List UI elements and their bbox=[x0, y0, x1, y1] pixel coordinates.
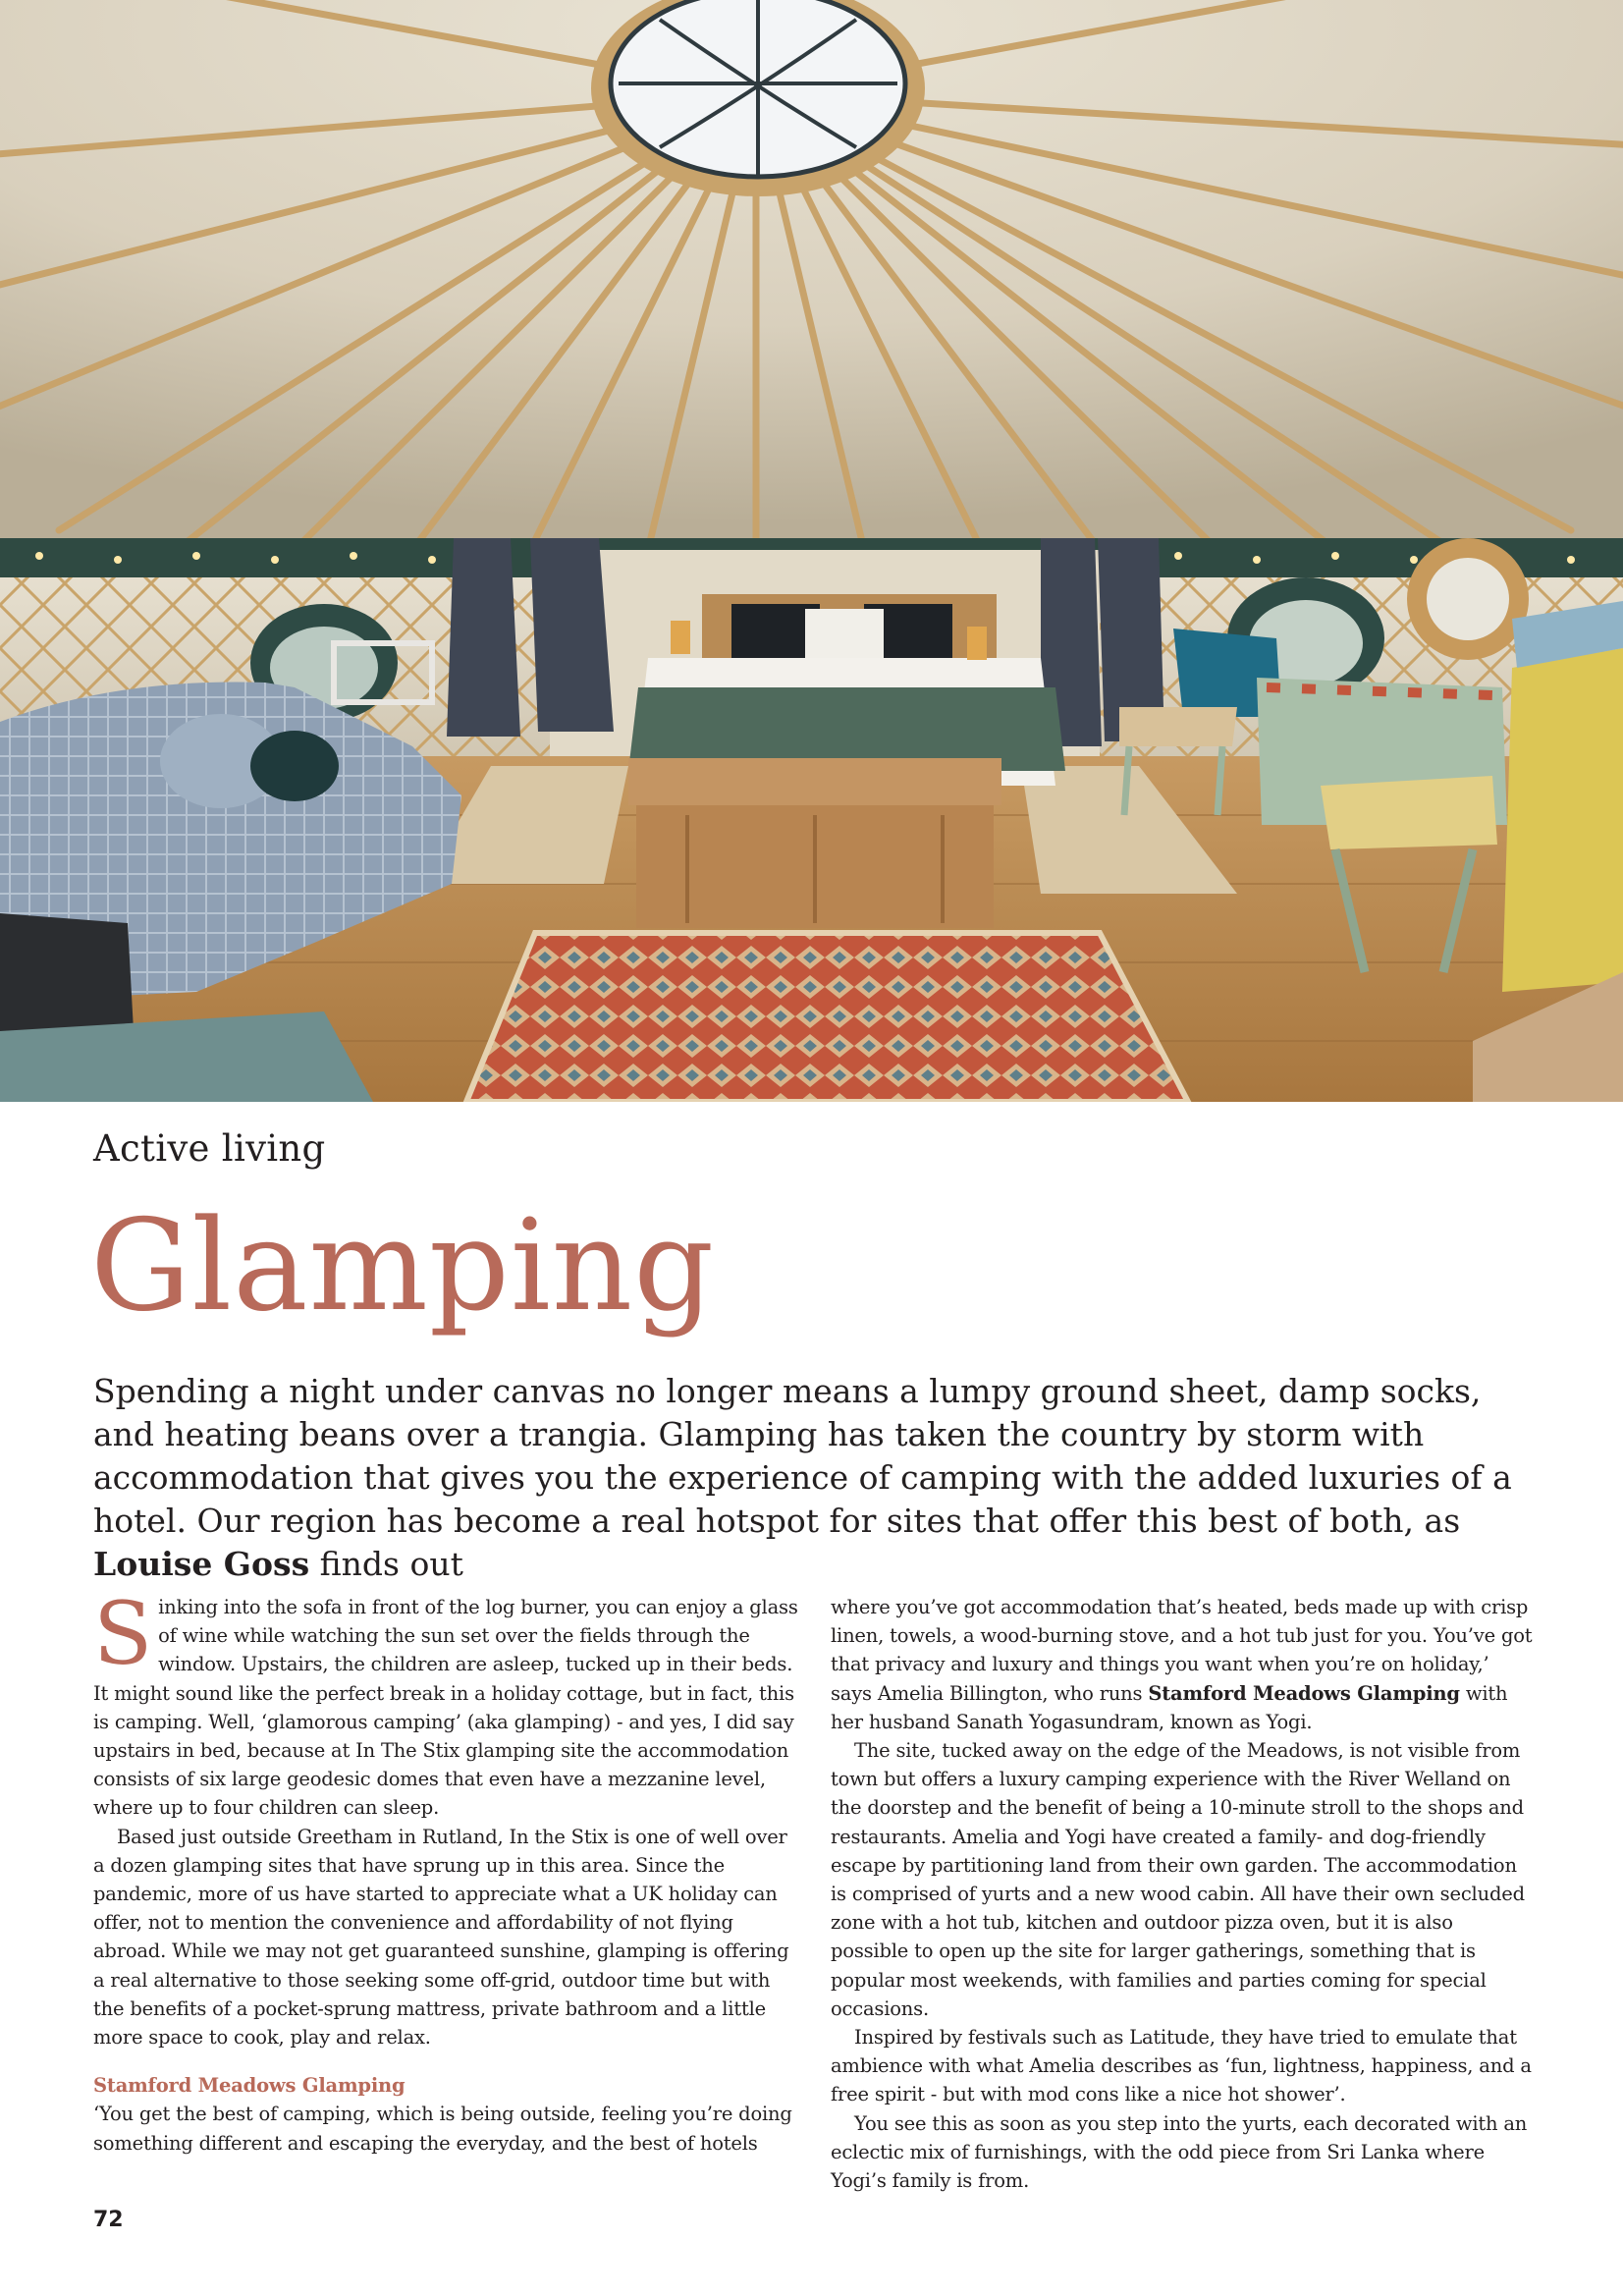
body-paragraph-5: The site, tucked away on the edge of the Meadows, is not visible from town but offers a luxury camping experience with the River Welland on the doorstep and the benefit of being a 10-minute stroll to the shops and restaurants. Amelia and Yogi have created a family- and dog-friendly escape by partitioning land from their own garden. The accommodation is comprised of yurts and a new wood cabin. All have their own secluded zone with a hot tub, kitchen and outdoor pizza oven, but it is also possible to open up the site for larger gatherings, something that is popular most weekends, with families and parties coming for special occasions. bbox=[831, 1739, 1525, 2020]
author-name: Louise Goss bbox=[93, 1545, 310, 1583]
section-label: Active living bbox=[93, 1127, 326, 1170]
body-paragraph-3: ‘You get the best of camping, which is being outside, feeling you’re doing something different and escaping the everyday, and the best of hotels bbox=[93, 2103, 792, 2155]
body-column-left bbox=[93, 1583, 798, 2158]
site-name-bold: Stamford Meadows Glamping bbox=[1148, 1681, 1460, 1705]
hero-photo bbox=[0, 0, 1623, 1102]
body-paragraph-7: You see this as soon as you step into the yurts, each decorated with an eclectic mix of furnishings, with the odd piece from Sri Lanka where Yogi’s family is from. bbox=[831, 2111, 1528, 2193]
wooden-chest bbox=[628, 758, 1001, 928]
body-column-right bbox=[831, 1593, 1536, 2195]
page-number: 72 bbox=[93, 2208, 124, 2232]
body-paragraph-4: where you’ve got accommodation that’s heated, beds made up with crisp linen, towels, a wood-burning stove, and a hot tub just for you. You’ve got that privacy and luxury and things you want when you’re on holiday,’ says Amelia Billington, who runs Stamford Meadows Glamping with her husband Sanath Yogasundram, known as Yogi. bbox=[831, 1596, 1533, 1733]
standfirst-suffix: finds out bbox=[309, 1545, 463, 1583]
body-paragraph-2: Based just outside Greetham in Rutland, In the Stix is one of well over a dozen glamping sites that have sprung up in this area. Since the pandemic, more of us have started to appreciate what a UK holiday can offer, not to mention the convenience and affordability of not flying abroad. While we may not get guaranteed sunshine, glamping is offering a real alternative to those seeking some off-grid, outdoor time but with the benefits of a pocket-sprung mattress, private bathroom and a little more space to cook, play and relax. bbox=[93, 1825, 789, 2050]
article-title: Glamping bbox=[90, 1193, 716, 1339]
body-paragraph-1: Sinking into the sofa in front of the log burner, you can enjoy a glass of wine while watching the sun set over the fields through the window. Upstairs, the children are asleep, tucked up in their beds. It might sound like the perfect break in a holiday cottage, but in fact, this is camping. Well, ‘glamorous camping’ (aka glamping) - and yes, I did say upstairs in bed, because at In The Stix glamping site the accommodation consists of six large geodesic domes that even have a mezzanine level, where up to four children can sleep. bbox=[93, 1583, 798, 1820]
yurt-interior-illustration bbox=[0, 0, 1623, 1102]
subheading: Stamford Meadows Glamping bbox=[93, 2074, 406, 2098]
drop-cap: S bbox=[93, 1583, 153, 1684]
standfirst bbox=[93, 1370, 1546, 1586]
kilim-rug bbox=[466, 933, 1188, 1102]
standfirst-text: Spending a night under canvas no longer means a lumpy ground sheet, damp socks, and heating beans over a trangia. Glamping has taken the country by storm with accommodation that gives you the experience of camping with the added luxuries of a hotel. Our region has become a real hotspot for sites that offer this best of both, as bbox=[93, 1372, 1512, 1540]
body-paragraph-6: Inspired by festivals such as Latitude, they have tried to emulate that ambience with what Amelia describes as ‘fun, lightness, happiness, and a free spirit - but with mod cons like a nice hot shower’. bbox=[831, 2026, 1532, 2106]
